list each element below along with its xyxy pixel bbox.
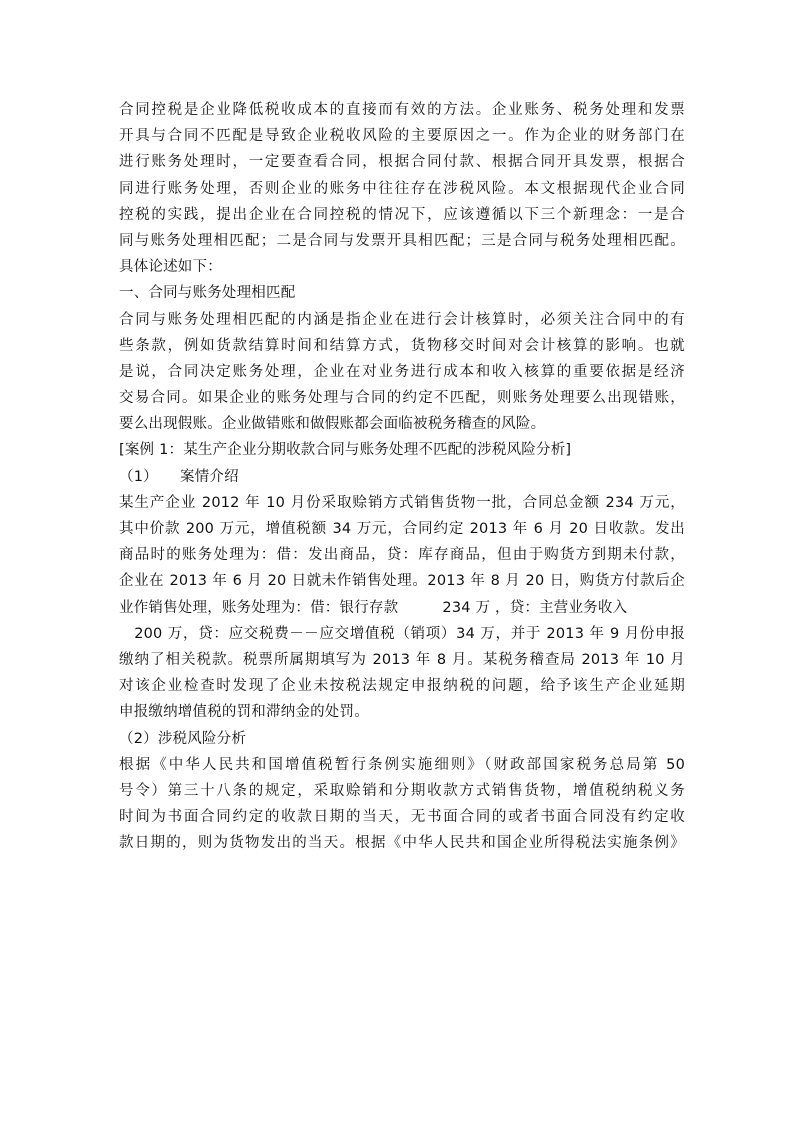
- document-body: [119, 97, 685, 856]
- text-line: 其中价款 200 万元，增值税额 34 万元，合同约定 2013 年 6 月 20 日收款。发出: [119, 521, 685, 537]
- text-line: 合同与账务处理相匹配的内涵是指企业在进行会计核算时，必须关注合同中的有: [119, 311, 685, 328]
- text-line: 些条款，例如货款结算时间和结算方式，货物移交时间对会计核算的影响。也就: [119, 337, 685, 354]
- text-line: 具体论述如下：: [119, 259, 222, 276]
- text-line: 开具与合同不匹配是导致企业税收风险的主要原因之一。作为企业的财务部门在: [119, 128, 685, 145]
- text-line: 是说，合同决定账务处理，企业在对业务进行成本和收入核算的重要依据是经济: [119, 363, 685, 380]
- text-line: 号令）第三十八条的规定，采取赊销和分期收款方式销售货物，增值税纳税义务: [119, 782, 685, 799]
- text-line: 交易合同。如果企业的账务处理与合同的约定不匹配，则账务处理要么出现错账，: [119, 390, 685, 407]
- text-line: 缴纳了相关税款。税票所属期填写为 2013 年 8 月。某税务稽查局 2013 年 10 月: [119, 651, 685, 668]
- subsection-heading: （1） 案情介绍: [119, 468, 239, 485]
- text-line: 款日期的，则为货物发出的当天。根据《中华人民共和国企业所得税法实施条例》: [119, 835, 685, 852]
- text-line: 申报缴纳增值税的罚和滞纳金的处罚。: [119, 704, 369, 721]
- text-line: 合同控税是企业降低税收成本的直接而有效的方法。企业账务、税务处理和发票: [119, 102, 685, 118]
- text-line: 对该企业检查时发现了企业未按税法规定申报纳税的问题，给予该生产企业延期: [119, 678, 685, 695]
- text-line: 业作销售处理，账务处理为：借：银行存款 234 万 ，贷：主营业务收入: [119, 599, 628, 616]
- text-line: 控税的实践，提出企业在合同控税的情况下，应该遵循以下三个新理念：一是合: [119, 206, 685, 223]
- text-line: 商品时的账务处理为：借：发出商品，贷：库存商品，但由于购货方到期未付款，: [119, 547, 685, 564]
- text-line: 时间为书面合同约定的收款日期的当天，无书面合同的或者书面合同没有约定收: [119, 809, 685, 826]
- subsection-heading: （2）涉税风险分析: [119, 730, 247, 747]
- text-line: 要么出现假账。企业做错账和做假账都会面临被税务稽查的风险。: [119, 416, 546, 433]
- text-line: 200 万，贷：应交税费－－应交增值税（销项）34 万，并于 2013 年 9 月份申报: [119, 625, 685, 642]
- text-line: 同与账务处理相匹配；二是合同与发票开具相匹配；三是合同与税务处理相匹配。: [119, 232, 685, 249]
- text-line: 企业在 2013 年 6 月 20 日就未作销售处理。2013 年 8 月 20 日，购货方付款后企: [119, 573, 685, 590]
- text-line: 某生产企业 2012 年 10 月份采取赊销方式销售货物一批，合同总金额 234 万元，: [119, 494, 685, 511]
- text-line: 同进行账务处理，否则企业的账务中往往存在涉税风险。本文根据现代企业合同: [119, 180, 685, 197]
- case-heading: [案例 1：某生产企业分期收款合同与账务处理不匹配的涉税风险分析]: [119, 442, 572, 459]
- text-line: 根据《中华人民共和国增值税暂行条例实施细则》（财政部国家税务总局第 50: [119, 756, 685, 773]
- text-line: 进行账务处理时，一定要查看合同，根据合同付款、根据合同开具发票，根据合: [119, 154, 685, 171]
- section-heading: 一、合同与账务处理相匹配: [119, 285, 296, 302]
